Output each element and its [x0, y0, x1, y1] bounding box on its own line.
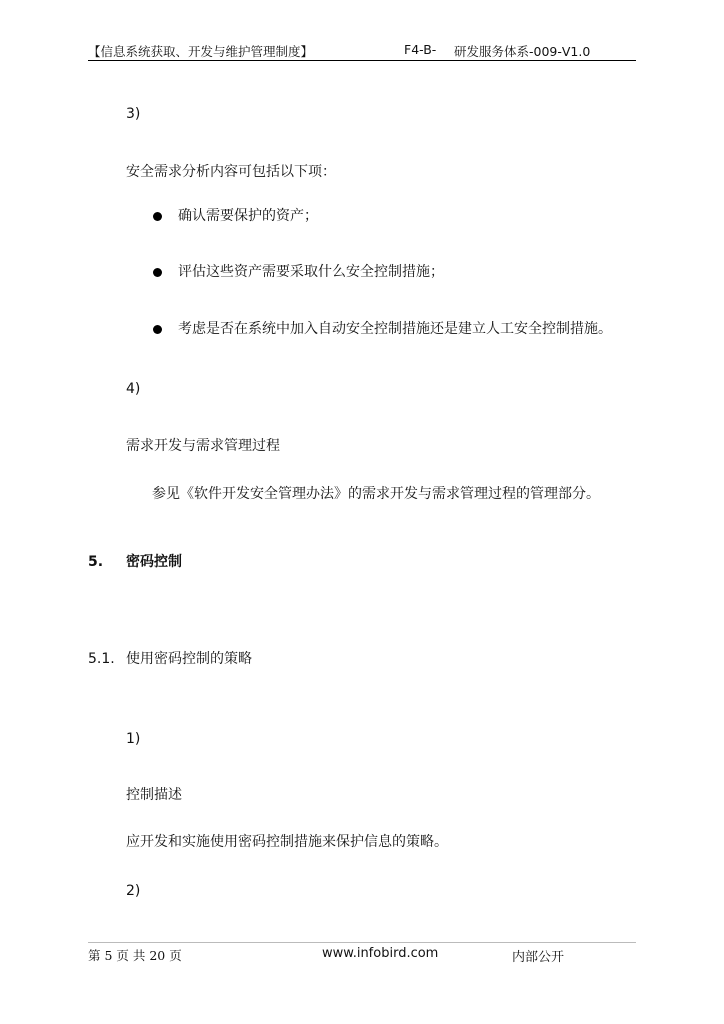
- item-number-2: 2): [126, 883, 141, 899]
- page-header: [88, 38, 636, 61]
- footer-classification: 内部公开: [512, 950, 565, 965]
- bullet-item-2: 评估这些资产需要采取什么安全控制措施；: [178, 264, 444, 280]
- bullet-item-1: 确认需要保护的资产；: [178, 208, 318, 224]
- item4-text: 参见《软件开发安全管理办法》的需求开发与需求管理过程的管理部分。: [152, 486, 600, 502]
- header-doc-code: F4-B-: [404, 42, 437, 57]
- section-5-title: 密码控制: [126, 554, 182, 570]
- item-number-1: 1): [126, 731, 141, 747]
- footer-page-info: 第 5 页 共 20 页: [88, 948, 182, 963]
- bullet-item-3: 考虑是否在系统中加入自动安全控制措施还是建立人工安全控制措施。: [178, 321, 612, 337]
- header-doc-series: 研发服务体系-009-V1.0: [454, 44, 591, 59]
- item4-title: 需求开发与需求管理过程: [126, 438, 280, 454]
- bullet-icon: [153, 325, 162, 334]
- item3-intro: 安全需求分析内容可包括以下项：: [126, 164, 336, 180]
- item1-title: 控制描述: [126, 787, 182, 803]
- section-5-1-number: 5.1.: [88, 651, 115, 667]
- bullet-icon: [153, 212, 162, 221]
- section-5-number: 5.: [88, 554, 104, 570]
- footer-divider: [88, 942, 636, 943]
- item-number-4: 4): [126, 381, 141, 397]
- item-number-3: 3): [126, 106, 141, 122]
- item1-text: 应开发和实施使用密码控制措施来保护信息的策略。: [126, 834, 448, 850]
- section-5-1-title: 使用密码控制的策略: [126, 651, 252, 667]
- header-doc-title: 【信息系统获取、开发与维护管理制度】: [88, 44, 314, 59]
- footer-website: www.infobird.com: [322, 946, 439, 961]
- bullet-icon: [153, 268, 162, 277]
